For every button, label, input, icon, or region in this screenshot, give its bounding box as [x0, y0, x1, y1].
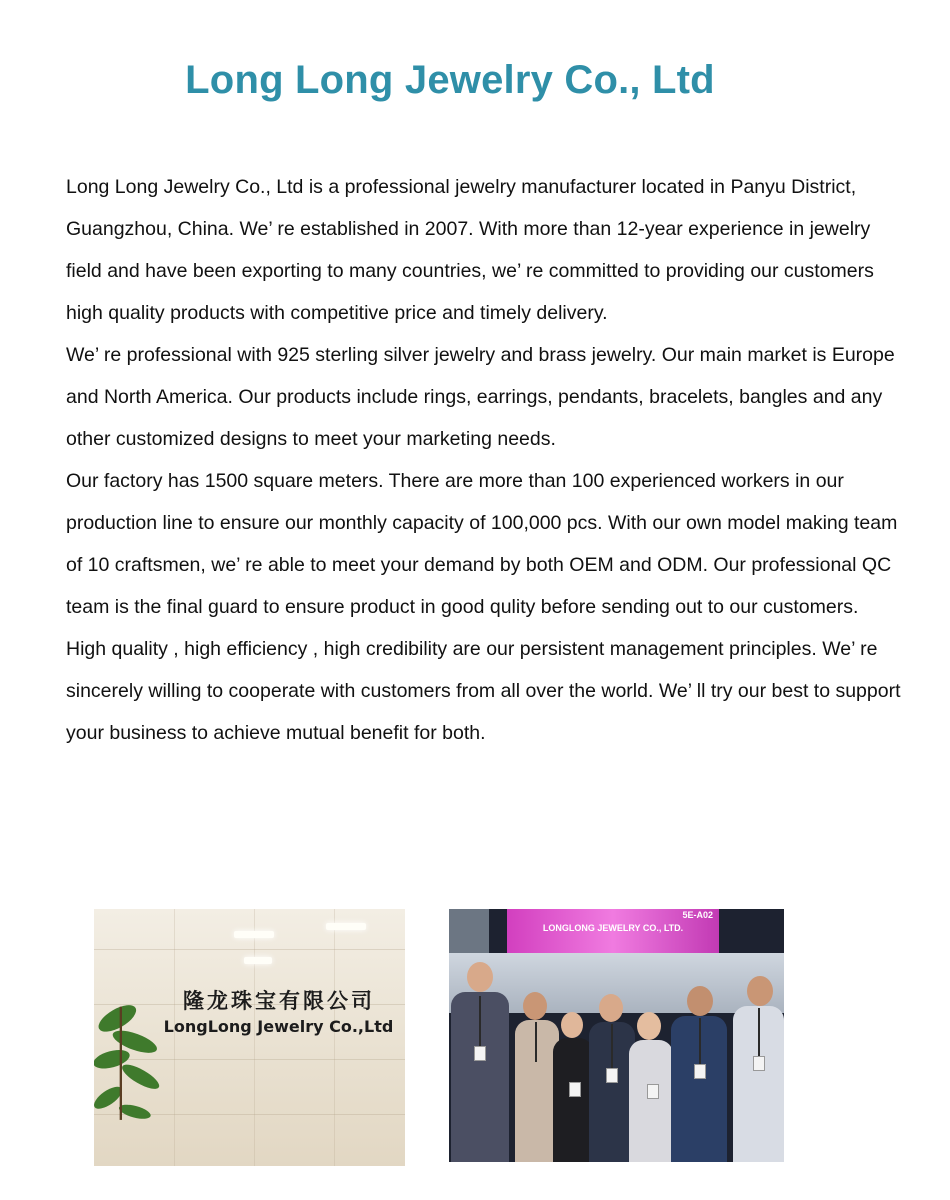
booth-banner-text: LONGLONG JEWELRY CO., LTD.: [542, 923, 684, 933]
booth-number: 5E-A02: [682, 910, 713, 920]
office-sign-photo: [94, 909, 405, 1166]
person: [629, 1012, 673, 1162]
person: [671, 986, 727, 1162]
paragraph-products: We’ re professional with 925 sterling silver jewelry and brass jewelry. Our main market is Europe and North America. Our products include rings, earrings, pendants, bracelets, bangles and any other customized designs to meet your marketing needs.: [66, 344, 895, 450]
paragraph-principles: High quality , high efficiency , high credibility are our persistent management principles. We’ re sincerely willing to cooperate with customers from all over the world. We’ ll try our best to support your business to achieve mutual benefit for both.: [66, 638, 901, 744]
sign-chinese: 隆龙珠宝有限公司: [183, 988, 375, 1013]
paragraph-factory: Our factory has 1500 square meters. There are more than 100 experienced workers in our production line to ensure our monthly capacity of 100,000 pcs. With our own model making team of 10 craftsmen, we’ re able to meet your demand by both OEM and ODM. Our professional QC team is the final guard to ensure product in good qulity before sending out to our customers.: [66, 470, 898, 618]
booth-banner: [507, 909, 719, 953]
person: [449, 962, 509, 1162]
company-description: [66, 166, 906, 754]
plant-icon: [94, 949, 164, 1166]
paragraph-intro: Long Long Jewelry Co., Ltd is a professional jewelry manufacturer located in Panyu District, Guangzhou, China. We’ re established in 2007. With more than 12-year experience in jewelry field and have been exporting to many countries, we’ re committed to providing our customers high quality products with competitive price and timely delivery.: [66, 176, 874, 324]
sign-english: LongLong Jewelry Co.,Ltd: [163, 1017, 394, 1036]
page-title: Long Long Jewelry Co., Ltd: [185, 58, 715, 102]
exhibition-booth-photo: [449, 909, 784, 1162]
person: [733, 976, 784, 1162]
person: [553, 1012, 593, 1162]
